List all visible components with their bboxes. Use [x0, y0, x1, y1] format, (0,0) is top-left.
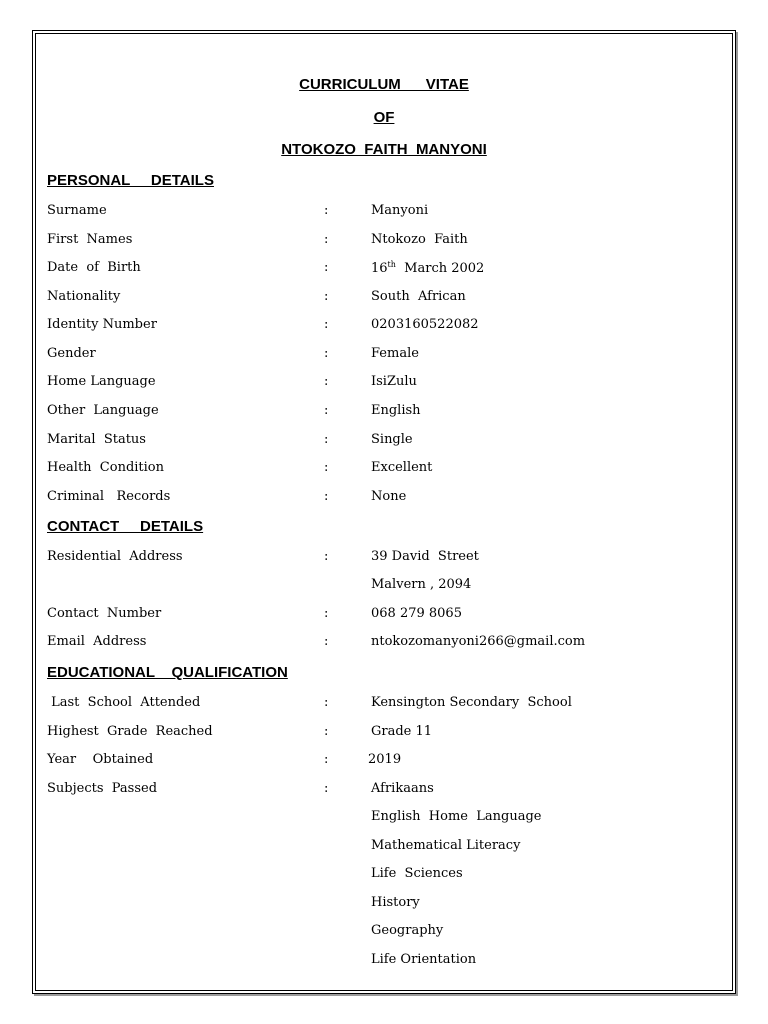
separator: : [324, 403, 329, 418]
other-language-value: English [371, 403, 421, 418]
marital-status-value: Single [371, 432, 413, 447]
school-label: Last School Attended [47, 695, 201, 710]
nationality-value: South African [371, 289, 466, 304]
year-label: Year Obtained [47, 752, 154, 767]
dob-suffix: th [387, 260, 396, 269]
subject-row [0, 838, 768, 858]
year-row [0, 752, 768, 772]
id-number-label: Identity Number [47, 317, 157, 332]
health-condition-row [0, 460, 768, 480]
separator: : [324, 460, 329, 475]
nationality-label: Nationality [47, 289, 121, 304]
separator: : [324, 432, 329, 447]
address-row-2 [0, 577, 768, 597]
email-label: Email Address [47, 634, 147, 649]
separator: : [324, 634, 329, 649]
other-language-row [0, 403, 768, 423]
home-language-value: IsiZulu [371, 374, 417, 389]
nationality-row [0, 289, 768, 309]
marital-status-row [0, 432, 768, 452]
subject-item: Life Orientation [371, 952, 477, 967]
subject-row [0, 923, 768, 943]
criminal-records-row [0, 489, 768, 509]
contact-number-label: Contact Number [47, 606, 162, 621]
grade-value: Grade 11 [371, 724, 433, 739]
cv-of: OF [373, 109, 395, 126]
surname-row [0, 203, 768, 223]
surname-value: Manyoni [371, 203, 429, 218]
separator: : [324, 346, 329, 361]
gender-row [0, 346, 768, 366]
home-language-row [0, 374, 768, 394]
health-condition-label: Health Condition [47, 460, 165, 475]
education-heading: EDUCATIONAL QUALIFICATION [47, 664, 288, 681]
address-label: Residential Address [47, 549, 183, 564]
separator: : [324, 374, 329, 389]
contact-number-value: 068 279 8065 [371, 606, 462, 621]
email-value: ntokozomanyoni266@gmail.com [371, 634, 586, 649]
separator: : [324, 232, 329, 247]
separator: : [324, 606, 329, 621]
gender-value: Female [371, 346, 419, 361]
subjects-row [0, 781, 768, 801]
separator: : [324, 724, 329, 739]
subject-item: History [371, 895, 420, 910]
year-value: 2019 [368, 752, 402, 767]
subjects-label: Subjects Passed [47, 781, 158, 796]
separator: : [324, 289, 329, 304]
dob-row [0, 260, 768, 280]
dob-label: Date of Birth [47, 260, 141, 275]
separator: : [324, 203, 329, 218]
criminal-records-value: None [371, 489, 407, 504]
dob-day: 16 [371, 261, 388, 276]
contact-number-row [0, 606, 768, 626]
marital-status-label: Marital Status [47, 432, 146, 447]
grade-row [0, 724, 768, 744]
separator: : [324, 781, 329, 796]
subject-item: Afrikaans [371, 781, 434, 796]
first-names-value: Ntokozo Faith [371, 232, 468, 247]
address-line1: 39 David Street [371, 549, 479, 564]
address-line2: Malvern , 2094 [371, 577, 472, 592]
separator: : [324, 317, 329, 332]
separator: : [324, 695, 329, 710]
home-language-label: Home Language [47, 374, 156, 389]
subject-row [0, 952, 768, 972]
separator: : [324, 549, 329, 564]
id-number-row [0, 317, 768, 337]
grade-label: Highest Grade Reached [47, 724, 213, 739]
school-row [0, 695, 768, 715]
subject-row [0, 809, 768, 829]
email-row [0, 634, 768, 654]
contact-details-heading: CONTACT DETAILS [47, 518, 204, 535]
address-row [0, 549, 768, 569]
separator: : [324, 260, 329, 275]
school-value: Kensington Secondary School [371, 695, 572, 710]
subject-item: Mathematical Literacy [371, 838, 521, 853]
subject-row [0, 866, 768, 886]
surname-label: Surname [47, 203, 107, 218]
gender-label: Gender [47, 346, 96, 361]
cv-title: CURRICULUM VITAE [299, 76, 469, 93]
first-names-label: First Names [47, 232, 133, 247]
other-language-label: Other Language [47, 403, 159, 418]
personal-details-heading: PERSONAL DETAILS [47, 172, 214, 189]
first-names-row [0, 232, 768, 252]
dob-value [371, 260, 484, 276]
criminal-records-label: Criminal Records [47, 489, 171, 504]
subject-item: English Home Language [371, 809, 542, 824]
health-condition-value: Excellent [371, 460, 433, 475]
separator: : [324, 489, 329, 504]
id-number-value: 0203160522082 [371, 317, 479, 332]
dob-month-year: March 2002 [395, 261, 485, 276]
subject-item: Geography [371, 923, 444, 938]
subject-row [0, 895, 768, 915]
separator: : [324, 752, 329, 767]
page-border-shadow-bottom [34, 994, 738, 996]
cv-name: NTOKOZO FAITH MANYONI [281, 141, 487, 158]
subject-item: Life Sciences [371, 866, 463, 881]
